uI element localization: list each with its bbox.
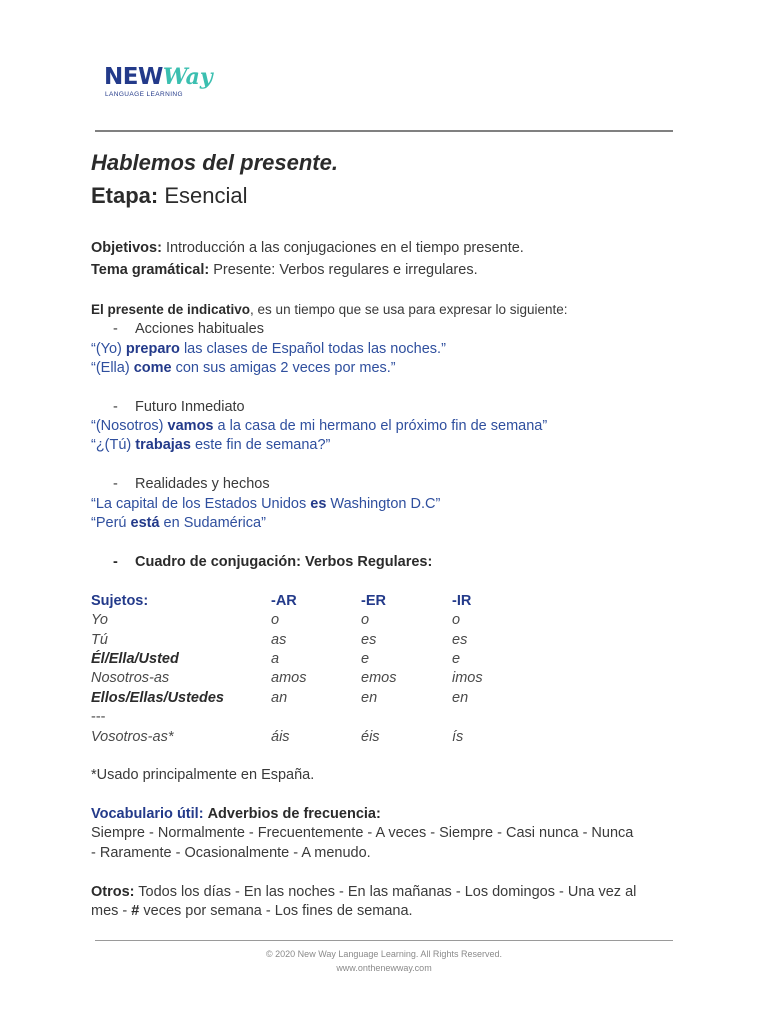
example-pre: “La capital de los Estados Unidos xyxy=(91,496,311,512)
example-pre: “(Yo) xyxy=(91,341,126,357)
example-verb: está xyxy=(130,515,160,531)
table-cell: e xyxy=(452,651,461,667)
section-label: Futuro Inmediato xyxy=(135,399,245,415)
example-pre: “(Ella) xyxy=(91,360,134,376)
table-header-subjects: Sujetos: xyxy=(91,593,149,609)
table-cell: es xyxy=(452,632,468,648)
page-title: Hablemos del presente. xyxy=(91,150,338,175)
others-label: Otros: xyxy=(91,884,135,900)
others-hash: # xyxy=(131,903,140,919)
example-line xyxy=(91,360,396,376)
table-cell: o xyxy=(452,612,461,628)
table-cell: amos xyxy=(271,670,307,686)
intro-line xyxy=(91,302,568,317)
section-bullet xyxy=(113,476,270,492)
example-verb: trabajas xyxy=(135,437,191,453)
example-post: las clases de Español todas las noches.” xyxy=(179,341,446,357)
vocab-label: Vocabulario útil: xyxy=(91,806,204,822)
intro-rest: , es un tiempo que se usa para expresar lo siguiente: xyxy=(250,302,568,317)
table-heading-text: Cuadro de conjugación: Verbos Regulares: xyxy=(135,554,433,570)
table-cell: es xyxy=(361,632,377,648)
table-cell-subject: Yo xyxy=(91,612,108,628)
bullet-dash: - xyxy=(113,476,118,492)
others-text: mes - xyxy=(91,903,132,919)
table-cell: ís xyxy=(452,729,464,745)
stage-line xyxy=(91,183,248,209)
table-cell: a xyxy=(271,651,280,667)
example-verb: es xyxy=(310,496,327,512)
example-pre: “Perú xyxy=(91,515,131,531)
logo-way-text: Way xyxy=(162,64,213,90)
example-post: este fin de semana?” xyxy=(190,437,331,453)
table-cell: en xyxy=(452,690,469,706)
table-cell: o xyxy=(271,612,280,628)
vocab-line: Siempre - Normalmente - Frecuentemente - A veces - Siempre - Casi nunca - Nunca xyxy=(91,825,634,841)
footer-url: www.onthenewway.com xyxy=(336,963,432,973)
stage-label: Etapa: xyxy=(91,183,159,208)
objectives-text: Introducción a las conjugaciones en el tiempo presente. xyxy=(165,240,524,256)
table-heading xyxy=(113,554,432,570)
example-pre: “¿(Tú) xyxy=(91,437,136,453)
bottom-divider xyxy=(95,940,673,941)
example-line xyxy=(91,437,330,453)
table-header-er: -ER xyxy=(361,593,386,609)
table-cell: en xyxy=(361,690,378,706)
example-line xyxy=(91,515,266,531)
bullet-dash: - xyxy=(113,399,118,415)
table-cell-subject: Vosotros-as* xyxy=(91,729,174,745)
table-cell: e xyxy=(361,651,370,667)
objectives-line xyxy=(91,240,524,256)
grammar-label: Tema gramátical: xyxy=(91,262,210,278)
table-cell: emos xyxy=(361,670,397,686)
example-verb: preparo xyxy=(125,341,180,357)
table-cell-subject: Él/Ella/Usted xyxy=(91,651,179,667)
vocab-heading xyxy=(91,806,381,822)
logo xyxy=(104,64,213,104)
bullet-dash: - xyxy=(113,554,118,570)
objectives-label: Objetivos: xyxy=(91,240,162,256)
example-verb: come xyxy=(133,360,172,376)
table-header-ir: -IR xyxy=(452,593,472,609)
example-line xyxy=(91,418,547,434)
table-cell: an xyxy=(271,690,288,706)
grammar-text: Presente: Verbos regulares e irregulares. xyxy=(213,262,478,278)
table-cell-subject: Nosotros-as xyxy=(91,670,170,686)
section-bullet xyxy=(113,399,245,415)
table-separator: --- xyxy=(91,709,106,725)
top-divider xyxy=(95,130,673,132)
logo-new-text: NEW xyxy=(104,64,163,90)
example-pre: “(Nosotros) xyxy=(91,418,168,434)
logo-subtitle: LANGUAGE LEARNING xyxy=(105,91,183,98)
others-line xyxy=(91,884,636,900)
footer-copyright: © 2020 New Way Language Learning. All Rights Reserved. xyxy=(266,949,502,959)
example-line xyxy=(91,496,440,512)
table-cell: as xyxy=(271,632,287,648)
example-post: con sus amigas 2 veces por mes.” xyxy=(171,360,396,376)
table-cell: éis xyxy=(361,729,380,745)
table-header-ar: -AR xyxy=(271,593,297,609)
intro-bold: El presente de indicativo xyxy=(91,302,251,317)
example-post: a la casa de mi hermano el próximo fin de semana” xyxy=(213,418,548,434)
section-label: Acciones habituales xyxy=(135,321,264,337)
table-cell: o xyxy=(361,612,370,628)
vocab-line: - Raramente - Ocasionalmente - A menudo. xyxy=(91,845,371,861)
grammar-line xyxy=(91,262,478,278)
footnote: *Usado principalmente en España. xyxy=(91,767,315,783)
vocab-title: Adverbios de frecuencia: xyxy=(207,806,381,822)
table-cell-subject: Ellos/Ellas/Ustedes xyxy=(91,690,224,706)
table-cell: imos xyxy=(452,670,483,686)
bullet-dash: - xyxy=(113,321,118,337)
others-text: veces por semana - Los fines de semana. xyxy=(139,903,413,919)
others-line xyxy=(91,903,413,919)
others-text: Todos los días - En las noches - En las mañanas - Los domingos - Una vez al xyxy=(138,884,637,900)
example-verb: vamos xyxy=(167,418,214,434)
section-label: Realidades y hechos xyxy=(135,476,270,492)
example-line xyxy=(91,341,446,357)
stage-value: Esencial xyxy=(164,183,248,208)
example-post: Washington D.C” xyxy=(326,496,441,512)
table-cell: áis xyxy=(271,729,290,745)
section-bullet xyxy=(113,321,264,337)
example-post: en Sudamérica” xyxy=(159,515,266,531)
table-cell-subject: Tú xyxy=(91,632,108,648)
